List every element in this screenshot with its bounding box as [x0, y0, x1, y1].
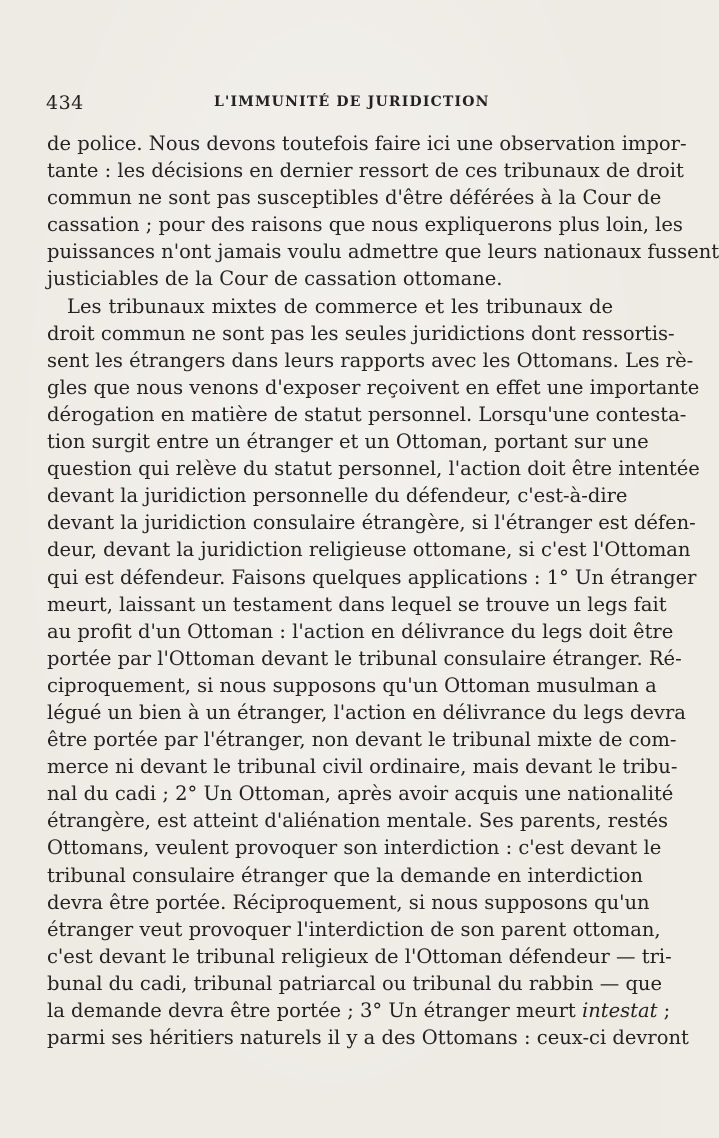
text-line: merce ni devant le tribunal civil ordinaire, mais devant le tribu- — [47, 755, 678, 779]
text-line: Les tribunaux mixtes de commerce et les tribunaux de — [67, 294, 613, 318]
text-line: au profit d'un Ottoman : l'action en délivrance du legs doit être — [47, 619, 674, 643]
text-line: la demande devra être portée ; 3° Un étranger meurt intestat ; — [47, 999, 671, 1022]
text-line: sent les étrangers dans leurs rapports avec les Ottomans. Les rè- — [47, 348, 694, 372]
text-line: deur, devant la juridiction religieuse ottomane, si c'est l'Ottoman — [47, 538, 691, 562]
text-line: légué un bien à un étranger, l'action en délivrance du legs devra — [47, 700, 686, 724]
text-line: tribunal consulaire étranger que la demande en interdiction — [47, 863, 643, 887]
text-line: bunal du cadi, tribunal patriarcal ou tribunal du rabbin — que — [47, 971, 663, 995]
text-line: ciproquement, si nous supposons qu'un Ottoman musulman a — [47, 673, 657, 697]
body-text — [47, 130, 719, 1051]
text-line: devant la juridiction personnelle du défendeur, c'est-à-dire — [47, 484, 628, 508]
italic-word: intestat — [581, 999, 658, 1022]
text-line: droit commun ne sont pas les seules juridictions dont ressortis- — [47, 321, 675, 345]
page-number: 434 — [46, 92, 84, 114]
text-line: meurt, laissant un testament dans lequel se trouve un legs fait — [47, 592, 667, 616]
running-title: L'IMMUNITÉ DE JURIDICTION — [214, 94, 490, 110]
text-line: qui est défendeur. Faisons quelques applications : 1° Un étranger — [47, 565, 697, 589]
text-line: de police. Nous devons toutefois faire ici une observation impor- — [47, 132, 687, 155]
text-line: gles que nous venons d'exposer reçoivent en effet une importante — [47, 375, 700, 399]
text-line: être portée par l'étranger, non devant le tribunal mixte de com- — [47, 728, 677, 752]
text-line: c'est devant le tribunal religieux de l'Ottoman défendeur — tri- — [47, 944, 672, 968]
text-line: parmi ses héritiers naturels il y a des Ottomans : ceux-ci devront — [47, 1026, 689, 1050]
text-line: justiciables de la Cour de cassation ottomane. — [47, 267, 503, 291]
text-line: portée par l'Ottoman devant le tribunal consulaire étranger. Ré- — [47, 646, 682, 670]
text-line: étrangère, est atteint d'aliénation mentale. Ses parents, restés — [47, 809, 669, 833]
text-line: question qui relève du statut personnel, l'action doit être intentée — [47, 457, 700, 481]
text-line: commun ne sont pas susceptibles d'être déférées à la Cour de — [47, 186, 662, 210]
text-line: dérogation en matière de statut personnel. Lorsqu'une contesta- — [47, 402, 687, 426]
text-line: étranger veut provoquer l'interdiction de son parent ottoman, — [47, 917, 661, 941]
text-line: cassation ; pour des raisons que nous expliquerons plus loin, les — [47, 213, 683, 237]
text-line: devra être portée. Réciproquement, si nous supposons qu'un — [47, 890, 650, 914]
text-line: puissances n'ont jamais voulu admettre que leurs nationaux fussent — [47, 240, 719, 264]
text-line: devant la juridiction consulaire étrangère, si l'étranger est défen- — [47, 511, 696, 535]
text-line: Ottomans, veulent provoquer son interdiction : c'est devant le — [47, 836, 662, 860]
text-line: tion surgit entre un étranger et un Ottoman, portant sur une — [47, 430, 649, 454]
text-line: nal du cadi ; 2° Un Ottoman, après avoir acquis une nationalité — [47, 782, 674, 806]
text-line: tante : les décisions en dernier ressort de ces tribunaux de droit — [47, 159, 684, 183]
page-header — [46, 92, 616, 116]
